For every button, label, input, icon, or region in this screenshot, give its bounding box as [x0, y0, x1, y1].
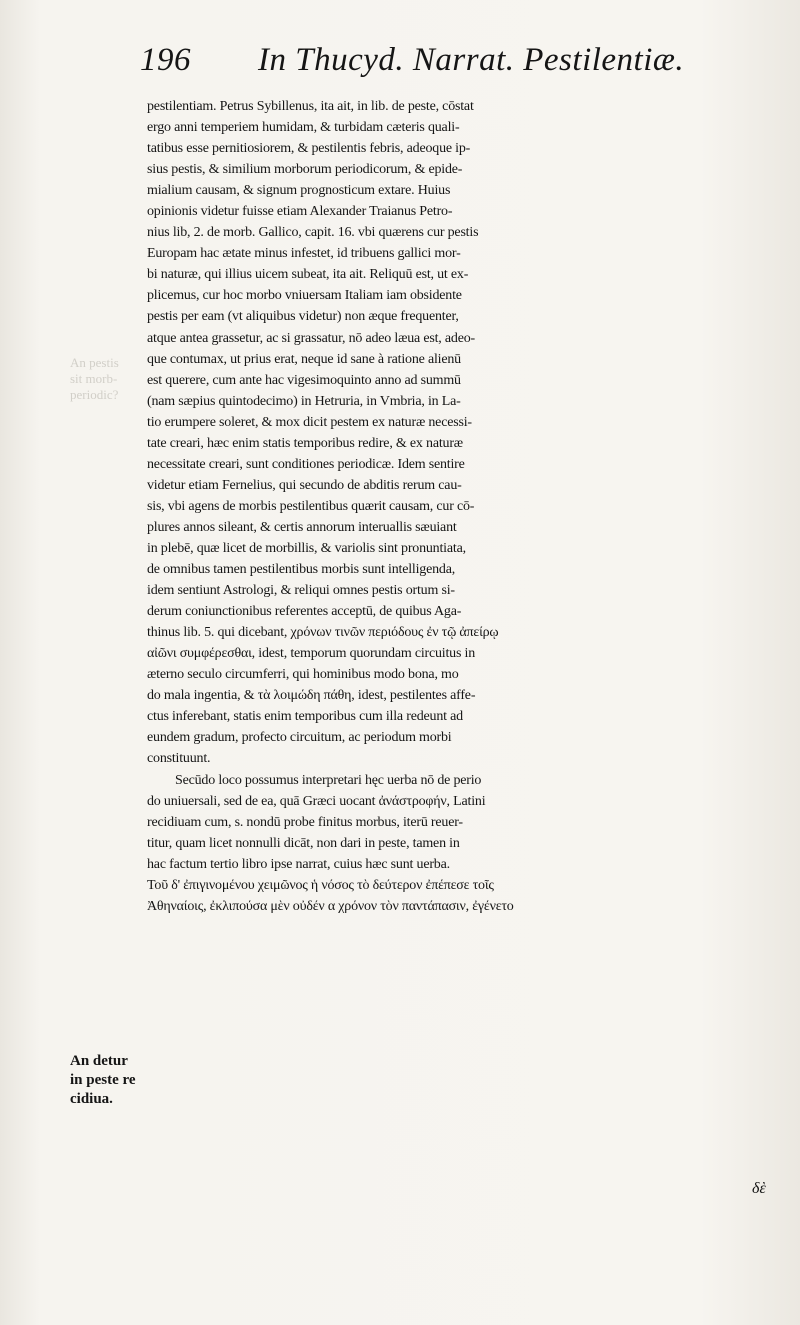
text-line: Τοῦ δ' ἐπιγινομένου χειμῶνος ἡ νόσος τὸ δεύτερον ἐπέπεσε τοῖς [147, 877, 494, 893]
text-line: pestis per eam (vt aliquibus videtur) non æque frequenter, [147, 309, 459, 325]
text-line: videtur etiam Fernelius, qui secundo de abditis rerum cau- [147, 477, 462, 493]
text-line: sis, vbi agens de morbis pestilentibus quærit causam, cur cō- [147, 498, 475, 514]
text-line: tio erumpere soleret, & mox dicit pestem ex naturæ necessi- [147, 414, 472, 430]
text-line: tatibus esse pernitiosiorem, & pestilentis febris, adeoque ip- [147, 141, 471, 157]
bleed-through-note [70, 355, 145, 403]
text-line: ergo anni temperiem humidam, & turbidam cæteris quali- [147, 120, 460, 136]
text-line: derum coniunctionibus referentes acceptū, de quibus Aga- [147, 604, 462, 620]
bleed-line: An pestis [70, 355, 119, 370]
margin-note-line: in peste re [70, 1072, 136, 1088]
text-line: in plebē, quæ licet de morbillis, & variolis sint pronuntiata, [147, 540, 466, 556]
text-line: Ἀθηναίοις, ἐκλιπούσα μὲν οὐδέν α χρόνον τὸν παντάπασιν, ἐγένετο [147, 898, 514, 914]
text-line: eundem gradum, profecto circuitum, ac periodum morbi [147, 730, 452, 746]
text-line: pestilentiam. Petrus Sybillenus, ita ait, in lib. de peste, cōstat [147, 99, 474, 114]
margin-note [70, 1052, 150, 1109]
margin-note-line: An detur [70, 1053, 128, 1069]
text-line: do mala ingentia, & τὰ λοιμώδη πάθη, idest, pestilentes affe- [147, 688, 476, 704]
text-line: recidiuam cum, s. nondū probe finitus morbus, iterū reuer- [147, 814, 463, 830]
bleed-line: sit morb- [70, 371, 118, 386]
text-line: mialium causam, & signum prognosticum extare. Huius [147, 183, 451, 199]
bleed-line: periodic? [70, 387, 119, 402]
text-line: atque antea grassetur, ac si grassatur, nō adeo læua est, adeo- [147, 330, 475, 346]
text-line: opinionis videtur fuisse etiam Alexander Traianus Petro- [147, 204, 453, 220]
text-line: sius pestis, & similium morborum periodicorum, & epide- [147, 162, 463, 178]
text-line: æterno seculo circumferri, qui hominibus modo bona, mo [147, 667, 459, 683]
text-line: nius lib, 2. de morb. Gallico, capit. 16. vbi quærens cur pestis [147, 225, 479, 241]
text-line: necessitate creari, sunt conditiones periodicæ. Idem sentire [147, 456, 465, 472]
text-line: de omnibus tamen pestilentibus morbis sunt intelligenda, [147, 562, 456, 578]
text-line: plures annos sileant, & certis annorum interuallis sæuiant [147, 519, 457, 535]
page-header [140, 42, 770, 92]
body-text [147, 96, 797, 917]
text-line: hac factum tertio libro ipse narrat, cuius hæc sunt uerba. [147, 856, 450, 872]
text-line: idem sentiunt Astrologi, & reliqui omnes pestis ortum si- [147, 583, 455, 599]
text-line: bi naturæ, qui illius uicem subeat, ita ait. Reliquū est, ut ex- [147, 267, 469, 283]
catchword: δὲ [752, 1180, 766, 1197]
text-line: do uniuersali, sed de ea, quā Græci uocant ἀνάστροφήν, Latini [147, 793, 486, 809]
text-line: (nam sæpius quintodecimo) in Hetruria, in Vmbria, in La- [147, 393, 461, 409]
text-line: thinus lib. 5. qui dicebant, χρόνων τινῶν περιόδους ἐν τῷ ἀπείρῳ [147, 625, 499, 641]
text-line: constituunt. [147, 751, 211, 767]
text-line: tate creari, hæc enim statis temporibus redire, & ex naturæ [147, 435, 463, 451]
margin-note-line: cidiua. [70, 1091, 113, 1107]
text-line: plicemus, cur hoc morbo vniuersam Italiam iam obsidente [147, 288, 462, 304]
running-title: In Thucyd. Narrat. Pestilentiæ. [258, 42, 685, 78]
text-line: ctus inferebant, statis enim temporibus cum illa redeunt ad [147, 709, 463, 725]
text-line: αἰῶνι συμφέρεσθαι, idest, temporum quorundam circuitus in [147, 646, 476, 662]
text-line: titur, quam licet nonnulli dicāt, non dari in peste, tamen in [147, 835, 460, 851]
text-line: est querere, cum ante hac vigesimoquinto anno ad summū [147, 372, 461, 388]
text-line: que contumax, ut prius erat, neque id sane à ratione alienū [147, 351, 461, 367]
text-line: Europam hac ætate minus infestet, id tribuens gallici mor- [147, 246, 461, 262]
page-number: 196 [140, 42, 191, 78]
text-line: Secūdo loco possumus interpretari hęc uerba nō de perio [175, 772, 482, 788]
